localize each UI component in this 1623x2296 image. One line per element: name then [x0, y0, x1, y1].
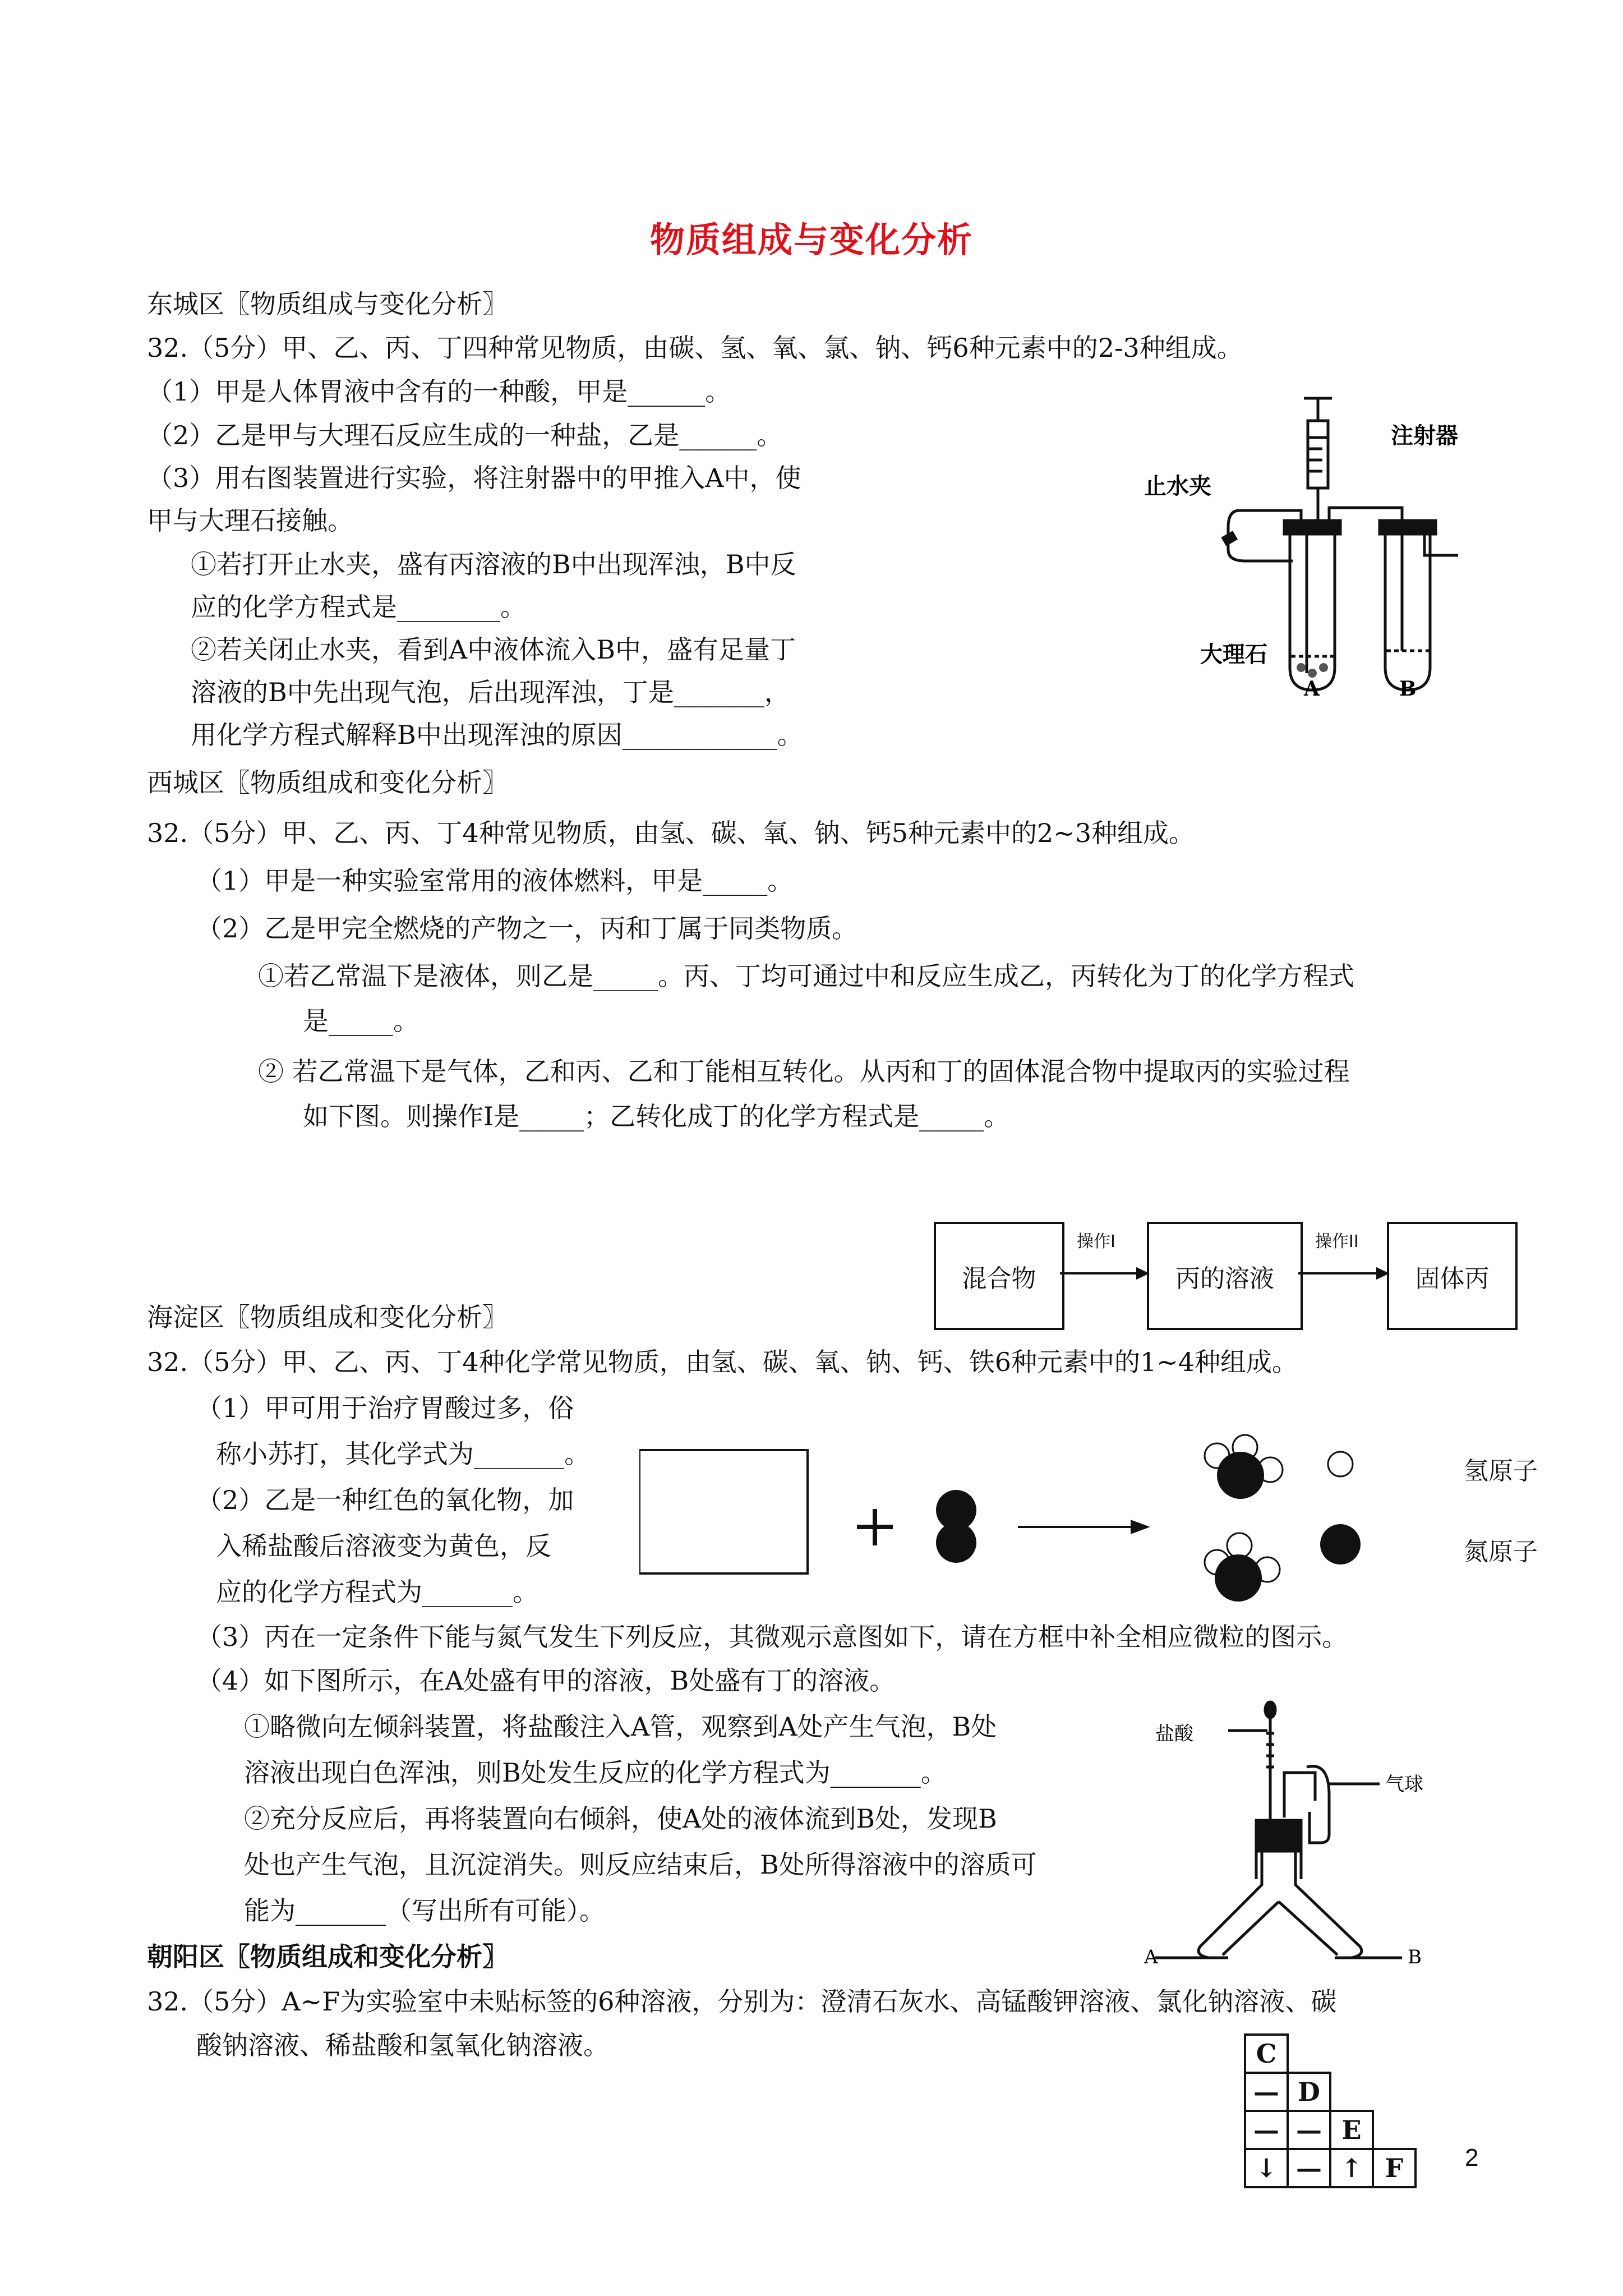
dongcheng-q3-2a: ②若关闭止水夹，看到A中液体流入B中，盛有足量丁 [191, 634, 796, 665]
xicheng-q1: （1）甲是一种实验室常用的液体燃料，甲是_____。 [196, 866, 794, 896]
dongcheng-q1: （1）甲是人体胃液中含有的一种酸，甲是______。 [147, 376, 731, 407]
dongcheng-q3-2c: 用化学方程式解释B中出现浑浊的原因____________。 [191, 720, 803, 750]
nitrogen-legend-icon [1320, 1524, 1361, 1565]
y-tube-b-label: B [1408, 1946, 1422, 1963]
haidian-q2a: （2）乙是一种红色的氧化物，加 [196, 1485, 574, 1515]
haidian-q1a: （1）甲可用于治疗胃酸过多，俗 [196, 1393, 574, 1423]
dongcheng-q2: （2）乙是甲与大理石反应生成的一种盐，乙是______。 [147, 420, 783, 450]
haidian-q32: 32.（5分）甲、乙、丙、丁4种化学常见物质，由氢、碳、氧、钠、钙、铁6种元素中的1~4种组成。 [147, 1347, 1298, 1377]
tube-a-label: A [1304, 677, 1320, 701]
y-tube-apparatus-figure [1144, 1700, 1492, 1963]
haidian-q4-1b: 溶液出现白色浑浊，则B处发生反应的化学方程式为_______。 [244, 1757, 947, 1788]
grid-cell-cf: ↓ [1244, 2148, 1289, 2188]
flow-box-solution: 丙的溶液 [1147, 1222, 1303, 1330]
dongcheng-q32: 32.（5分）甲、乙、丙、丁四种常见物质，由碳、氢、氧、氯、钠、钙6种元素中的2-3种组成。 [147, 333, 1243, 363]
haidian-header: 海淀区〖物质组成和变化分析〗 [147, 1302, 508, 1332]
chaoyang-q32b: 酸钠溶液、稀盐酸和氢氧化钠溶液。 [196, 2030, 609, 2060]
haidian-q4: （4）如下图所示，在A处盛有甲的溶液，B处盛有丁的溶液。 [196, 1665, 896, 1696]
haidian-q4-2a: ②充分反应后，再将装置向右倾斜，使A处的液体流到B处，发现B [244, 1803, 997, 1834]
haidian-q1b: 称小苏打，其化学式为_______。 [216, 1439, 590, 1469]
grid-cell-cd: — [1244, 2072, 1289, 2112]
syringe-label: 注射器 [1391, 423, 1458, 449]
micro-reaction-diagram [639, 1419, 1396, 1604]
xicheng-q2-1a: ①若乙常温下是液体，则乙是_____。丙、丁均可通过中和反应生成乙，丙转化为丁的化学方程式 [258, 961, 1354, 991]
ammonia-molecule-2 [1205, 1533, 1280, 1602]
page-number: 2 [1465, 2144, 1479, 2171]
haidian-q4-2b: 处也产生气泡，且沉淀消失。则反应结束后，B处所得溶液中的溶质可 [244, 1849, 1037, 1880]
dongcheng-header: 东城区〖物质组成与变化分析〗 [147, 289, 508, 319]
flow-box-mixture: 混合物 [934, 1222, 1064, 1330]
xicheng-q32: 32.（5分）甲、乙、丙、丁4种常见物质，由氢、碳、氧、钠、钙5种元素中的2~3种组成。 [147, 818, 1195, 848]
legend-hydrogen: 氢原子 [1464, 1457, 1538, 1485]
ammonia-molecule-1 [1205, 1435, 1283, 1499]
y-tube-a-label: A [1144, 1946, 1158, 1963]
haidian-q2c: 应的化学方程式为_______。 [216, 1577, 538, 1607]
grid-cell-e: E [1329, 2110, 1374, 2150]
haidian-q4-1a: ①略微向左倾斜装置，将盐酸注入A管，观察到A处产生气泡，B处 [244, 1711, 997, 1742]
flow-op2-label: 操作II [1315, 1232, 1359, 1251]
grid-cell-ce: — [1244, 2110, 1289, 2150]
dongcheng-q3-a: （3）用右图装置进行实验，将注射器中的甲推入A中，使 [147, 463, 801, 493]
haidian-q2b: 入稀盐酸后溶液变为黄色，反 [216, 1531, 551, 1561]
dongcheng-q3-b: 甲与大理石接触。 [147, 505, 353, 536]
acid-label: 盐酸 [1155, 1723, 1193, 1745]
xicheng-header: 西城区〖物质组成和变化分析〗 [147, 767, 508, 798]
grid-cell-f: F [1372, 2148, 1417, 2188]
blank-answer-box [639, 1450, 808, 1573]
grid-cell-ef: ↑ [1329, 2148, 1374, 2188]
tube-b-label: B [1399, 677, 1417, 701]
flow-box-solid: 固体丙 [1387, 1222, 1518, 1330]
dongcheng-q3-2b: 溶液的B中先出现气泡，后出现浑浊，丁是_______， [191, 677, 790, 707]
grid-cell-df: — [1287, 2148, 1331, 2188]
marble-label: 大理石 [1200, 642, 1267, 668]
page-title: 物质组成与变化分析 [649, 219, 973, 260]
xicheng-q2: （2）乙是甲完全燃烧的产物之一，丙和丁属于同类物质。 [196, 913, 858, 944]
flow-op1-label: 操作I [1077, 1232, 1115, 1251]
chaoyang-header: 朝阳区〖物质组成和变化分析〗 [147, 1941, 508, 1972]
hydrogen-legend-icon [1328, 1452, 1353, 1476]
xicheng-q2-2b: 如下图。则操作Ⅰ是_____；乙转化成丁的化学方程式是_____。 [303, 1101, 1010, 1131]
syringe-apparatus-figure [1144, 387, 1492, 701]
dongcheng-q3-1b: 应的化学方程式是________。 [191, 592, 526, 622]
grid-cell-de: — [1287, 2110, 1331, 2150]
haidian-q3: （3）丙在一定条件下能与氮气发生下列反应，其微观示意图如下，请在方框中补全相应微粒的图示。 [196, 1622, 1348, 1652]
chaoyang-q32a: 32.（5分）A~F为实验室中未贴标签的6种溶液，分别为：澄清石灰水、高锰酸钾溶液、氯化钠溶液、碳 [147, 1986, 1337, 2017]
legend-nitrogen: 氮原子 [1464, 1538, 1538, 1566]
n2-atom-bottom [936, 1522, 976, 1563]
haidian-q4-2c: 能为_______（写出所有可能）。 [244, 1895, 605, 1926]
grid-cell-c: C [1244, 2033, 1289, 2074]
xicheng-q2-2a: ② 若乙常温下是气体，乙和丙、乙和丁能相互转化。从丙和丁的固体混合物中提取丙的实验过程 [258, 1056, 1350, 1087]
xicheng-q2-1b: 是_____。 [303, 1006, 419, 1036]
balloon-label: 气球 [1385, 1773, 1423, 1796]
dongcheng-q3-1a: ①若打开止水夹，盛有丙溶液的B中出现浑浊，B中反 [191, 549, 796, 579]
grid-cell-d: D [1287, 2072, 1331, 2112]
clamp-label: 止水夹 [1144, 473, 1211, 499]
